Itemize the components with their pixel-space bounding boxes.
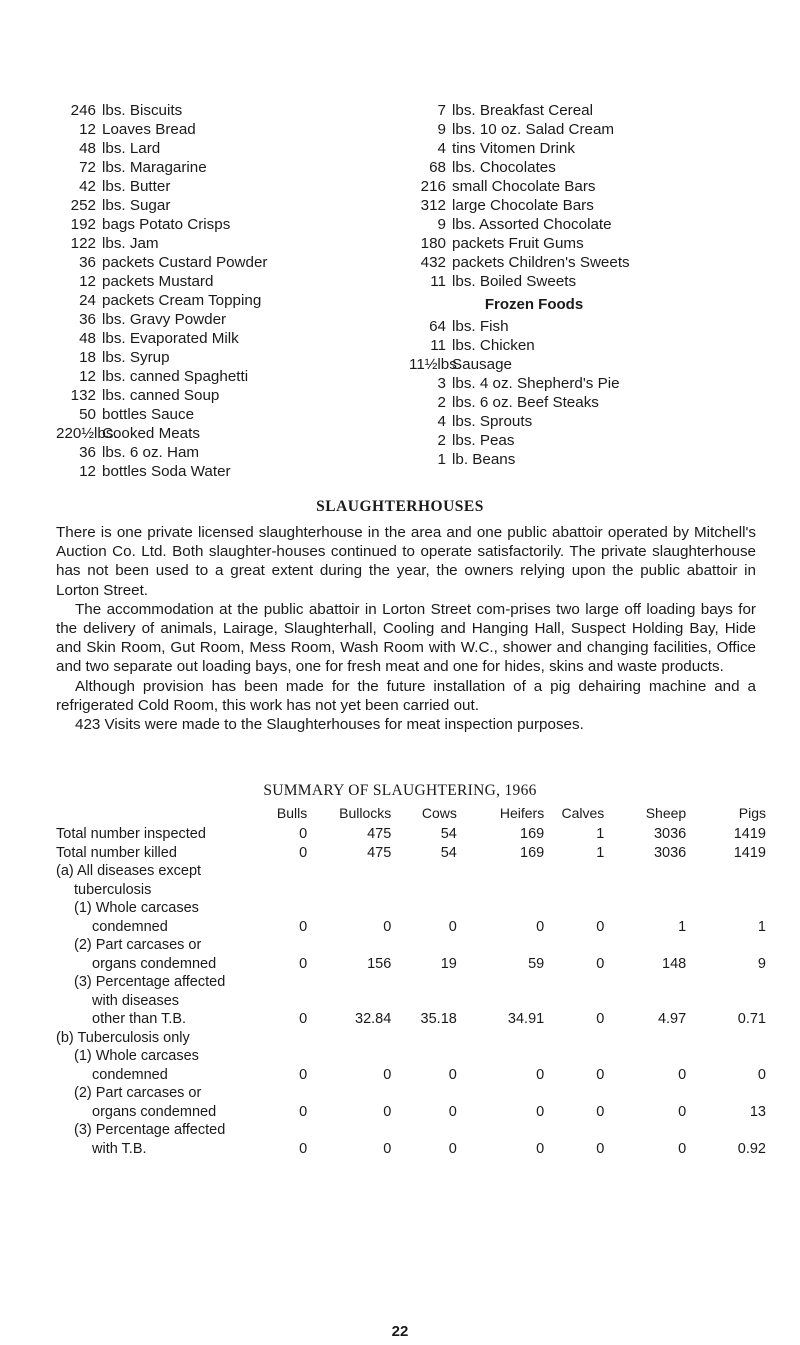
table-cell: 0 — [596, 1011, 605, 1027]
list-item — [409, 272, 769, 291]
row-label-line: (1) Whole carcases — [74, 900, 199, 916]
row-label-line: (b) Tuberculosis only — [56, 1029, 190, 1046]
table-cell: 0 — [299, 1011, 308, 1027]
table-row — [56, 1047, 766, 1084]
table-cell: 1 — [596, 844, 605, 861]
table-cell: 1 — [596, 826, 605, 842]
item-description: lbs. Sprouts — [452, 413, 533, 430]
table-cell: 0 — [536, 918, 545, 935]
item-description: lbs. Syrup — [102, 349, 170, 366]
table-row — [56, 973, 766, 1029]
table-cell: 0 — [448, 918, 457, 935]
item-description: small Chocolate Bars — [452, 178, 596, 195]
list-item — [56, 367, 396, 386]
table-row — [56, 1084, 766, 1121]
item-quantity: 180 — [420, 235, 446, 252]
list-item — [409, 431, 769, 450]
table-cell: 0 — [596, 918, 605, 935]
list-item — [409, 450, 769, 469]
table-cell: 0 — [383, 1066, 392, 1083]
table-cell — [391, 862, 457, 899]
item-description: lbs. 10 oz. Salad Cream — [452, 121, 615, 138]
list-item — [409, 374, 769, 393]
frozen-foods-list — [409, 317, 769, 469]
row-label-line: (a) All diseases except — [56, 863, 202, 879]
list-item — [409, 317, 769, 336]
item-description: packets Mustard — [102, 273, 214, 290]
header-cell-empty — [56, 804, 264, 825]
table-cell — [604, 1029, 686, 1048]
row-label-line: Total number inspected — [56, 826, 206, 842]
row-label-line: tuberculosis — [74, 881, 152, 898]
item-description: lbs. Lard — [102, 140, 161, 157]
table-cell — [544, 862, 604, 899]
item-quantity: 216 — [420, 178, 446, 195]
row-label — [56, 1029, 264, 1048]
table-cell: 156 — [367, 955, 392, 972]
paragraph: There is one private licensed slaughterhouse in the area and one public abattoir operated by Mitchell's Auction Co. Ltd. Both slaughter-houses continued to operate satisfactorily. The private slaughterhouse has not been used to a great extent during the year, the owners relying upon the public abattoir in Lorton Street. — [56, 524, 756, 599]
summary-title: SUMMARY OF SLAUGHTERING, 1966 — [263, 782, 537, 799]
item-quantity: 220½lbs. — [56, 425, 118, 442]
item-description: bottles Sauce — [102, 406, 195, 423]
list-item — [56, 196, 396, 215]
item-description: lbs. Fish — [452, 318, 509, 335]
item-quantity: 36 — [79, 254, 96, 271]
column-header: Pigs — [738, 805, 766, 821]
item-quantity: 36 — [79, 311, 96, 328]
table-cell — [457, 862, 544, 899]
item-description: lbs. canned Spaghetti — [102, 368, 249, 385]
item-description: lbs. Butter — [102, 178, 171, 195]
table-cell: 32.84 — [355, 1011, 392, 1027]
table-cell: 1419 — [733, 826, 766, 842]
slaughtering-summary-table — [56, 804, 766, 1158]
item-description: lbs. Maragarine — [102, 159, 207, 176]
table-cell: 475 — [367, 844, 392, 861]
list-item — [409, 355, 769, 374]
table-row — [56, 862, 766, 899]
item-quantity: 18 — [79, 349, 96, 366]
list-item — [409, 177, 769, 196]
list-item — [56, 272, 396, 291]
table-cell — [264, 862, 308, 899]
table-cell — [391, 1029, 457, 1048]
table-cell: 0 — [299, 1140, 308, 1157]
list-item — [56, 253, 396, 272]
table-cell — [686, 1029, 766, 1048]
item-description: lbs. Evaporated Milk — [102, 330, 239, 347]
table-cell: 0 — [383, 918, 392, 935]
item-description: lbs. 4 oz. Shepherd's Pie — [452, 375, 620, 392]
item-description: lbs. Assorted Chocolate — [452, 216, 612, 233]
table-cell: 0 — [678, 1140, 687, 1157]
item-quantity: 36 — [79, 444, 96, 461]
table-cell: 0 — [596, 1066, 605, 1083]
sweets-list — [409, 101, 769, 291]
row-label — [56, 862, 264, 899]
item-description: Loaves Bread — [102, 121, 196, 138]
item-quantity: 4 — [437, 413, 446, 430]
item-quantity: 192 — [70, 216, 96, 233]
provisions-right-column — [409, 101, 769, 469]
row-label-line: other than T.B. — [92, 1011, 187, 1027]
item-description: lbs. canned Soup — [102, 387, 220, 404]
row-label-line: Total number killed — [56, 844, 177, 861]
item-quantity: 2 — [437, 394, 446, 411]
item-quantity: 132 — [70, 387, 96, 404]
table-row — [56, 936, 766, 973]
list-item — [56, 120, 396, 139]
table-cell: 3036 — [653, 826, 687, 842]
table-cell: 0 — [596, 1140, 605, 1157]
table-cell: 0 — [299, 826, 308, 842]
table-cell: 0 — [448, 1103, 457, 1120]
table-cell: 0 — [299, 1103, 308, 1120]
table-cell: 13 — [749, 1103, 766, 1120]
item-quantity: 48 — [79, 330, 96, 347]
row-label-line: (3) Percentage affected — [74, 1122, 226, 1138]
item-description: lbs. Breakfast Cereal — [452, 102, 593, 119]
column-header: Bullocks — [339, 805, 392, 821]
item-description: lb. Beans — [452, 451, 516, 468]
item-quantity: 4 — [437, 140, 446, 157]
item-description: lbs. 6 oz. Beef Steaks — [452, 394, 599, 411]
slaughterhouses-text — [56, 523, 756, 734]
list-item — [56, 329, 396, 348]
row-label — [56, 899, 264, 936]
paragraph: The accommodation at the public abattoir in Lorton Street com-prises two large off loading bays for the delivery of animals, Lairage, Slaughterhall, Cooling and Hanging Hall, Suspect Holding Bay, Hide and Skin Room, Gut Room, Mess Room, Wash Room with W.C., shower and changing facilities, Office and two separate out loading bays, one for fresh meat and one for hides, skins and waste products. — [56, 600, 756, 676]
table-cell: 0 — [383, 1103, 392, 1120]
table-cell: 9 — [757, 955, 766, 972]
row-label — [56, 973, 264, 1029]
row-label-line: condemned — [92, 1066, 168, 1083]
paragraph: Although provision has been made for the future installation of a pig dehairing machine and a refrigerated Cold Room, this work has not yet been carried out. — [56, 677, 756, 714]
table-header-row — [56, 804, 766, 825]
table-cell: 1 — [678, 918, 687, 935]
item-quantity: 11 — [430, 337, 446, 354]
item-description: lbs. Sugar — [102, 197, 171, 214]
table-cell: 148 — [662, 955, 687, 972]
item-description: lbs. Boiled Sweets — [452, 273, 577, 290]
column-header: Bulls — [276, 805, 308, 821]
item-quantity: 9 — [437, 216, 446, 233]
table-cell: 475 — [367, 826, 392, 842]
list-item — [56, 424, 396, 443]
row-label-line: condemned — [92, 918, 168, 935]
table-row — [56, 1121, 766, 1158]
item-quantity: 9 — [437, 121, 446, 138]
paragraph: 423 Visits were made to the Slaughterhouses for meat inspection purposes. — [75, 716, 584, 734]
item-description: lbs. Biscuits — [102, 102, 183, 119]
item-description: packets Cream Topping — [102, 292, 262, 309]
item-quantity: 72 — [79, 159, 96, 176]
page-number: 22 — [391, 1323, 409, 1340]
item-quantity: 12 — [79, 121, 96, 138]
list-item — [56, 139, 396, 158]
list-item — [56, 291, 396, 310]
section-heading: SLAUGHTERHOUSES — [316, 498, 484, 515]
item-quantity: 2 — [437, 432, 446, 449]
list-item — [56, 234, 396, 253]
column-header: Cows — [421, 805, 457, 821]
table-row — [56, 844, 766, 863]
table-cell: 54 — [440, 844, 457, 861]
table-cell: 0 — [448, 1066, 457, 1083]
row-label — [56, 825, 264, 844]
column-header: Heifers — [499, 805, 545, 821]
item-quantity: 48 — [79, 140, 96, 157]
list-item — [409, 120, 769, 139]
table-cell: 0 — [678, 1066, 687, 1083]
item-quantity: 50 — [79, 406, 96, 423]
item-description: packets Custard Powder — [102, 254, 268, 271]
item-quantity: 312 — [420, 197, 446, 214]
table-row — [56, 1029, 766, 1048]
row-label-line: organs condemned — [92, 955, 217, 972]
item-description: packets Children's Sweets — [452, 254, 630, 271]
table-cell: 0 — [536, 1103, 545, 1120]
item-quantity: 42 — [79, 178, 96, 195]
row-label — [56, 844, 264, 863]
table-cell: 4.97 — [657, 1011, 687, 1027]
list-item — [56, 443, 396, 462]
item-description: Cooked Meats — [102, 425, 200, 442]
table-cell: 169 — [520, 826, 545, 842]
list-item — [56, 386, 396, 405]
table-cell — [457, 1029, 544, 1048]
item-quantity: 7 — [437, 102, 446, 119]
table-cell: 0 — [536, 1066, 545, 1083]
table-cell: 3036 — [653, 844, 687, 861]
table-cell: 0 — [383, 1140, 392, 1157]
table-cell: 54 — [440, 826, 457, 842]
table-cell — [604, 862, 686, 899]
item-description: lbs. Gravy Powder — [102, 311, 227, 328]
list-item — [56, 310, 396, 329]
table-row — [56, 899, 766, 936]
list-item — [409, 101, 769, 120]
item-quantity: 1 — [437, 451, 446, 468]
row-label — [56, 1121, 264, 1158]
item-quantity: 24 — [79, 292, 96, 309]
list-item — [56, 405, 396, 424]
table-cell: 0 — [448, 1140, 457, 1157]
list-item — [409, 234, 769, 253]
row-label-line: with diseases — [92, 992, 180, 1009]
row-label-line: (2) Part carcases or — [74, 1085, 202, 1101]
item-description: Sausage — [452, 356, 512, 373]
table-cell: 1 — [757, 918, 766, 935]
item-quantity: 68 — [429, 159, 446, 176]
frozen-foods-heading: Frozen Foods — [484, 296, 584, 313]
item-quantity: 3 — [437, 375, 446, 392]
list-item — [56, 158, 396, 177]
table-cell — [307, 862, 391, 899]
item-description: lbs. Peas — [452, 432, 515, 449]
table-cell: 0 — [596, 1103, 605, 1120]
row-label — [56, 1047, 264, 1084]
item-description: bags Potato Crisps — [102, 216, 231, 233]
list-item — [409, 158, 769, 177]
list-item — [409, 336, 769, 355]
table-cell: 0 — [299, 844, 308, 861]
table-cell: 34.91 — [507, 1011, 545, 1027]
item-description: bottles Soda Water — [102, 463, 231, 480]
table-cell: 19 — [440, 955, 457, 972]
list-item — [409, 393, 769, 412]
row-label — [56, 936, 264, 973]
item-quantity: 12 — [79, 273, 96, 290]
item-description: lbs. Jam — [102, 235, 159, 252]
table-cell: 0 — [757, 1066, 766, 1083]
item-quantity: 432 — [420, 254, 446, 271]
item-description: tins Vitomen Drink — [452, 140, 575, 157]
table-cell: 0 — [299, 1066, 308, 1083]
row-label-line: (2) Part carcases or — [74, 937, 202, 953]
list-item — [56, 462, 396, 481]
item-quantity: 246 — [70, 102, 96, 119]
list-item — [409, 139, 769, 158]
table-cell: 0.71 — [737, 1011, 766, 1027]
list-item — [56, 215, 396, 234]
table-cell: 1419 — [733, 844, 766, 861]
table-cell — [307, 1029, 391, 1048]
list-item — [56, 177, 396, 196]
row-label-line: (3) Percentage affected — [74, 974, 226, 990]
table-cell: 169 — [520, 844, 545, 861]
row-label — [56, 1084, 264, 1121]
table-cell: 0 — [536, 1140, 545, 1157]
table-row — [56, 825, 766, 844]
item-quantity: 122 — [70, 235, 96, 252]
list-item — [409, 412, 769, 431]
list-item — [56, 101, 396, 120]
table-cell: 0 — [299, 918, 308, 935]
list-item — [409, 196, 769, 215]
item-quantity: 64 — [429, 318, 446, 335]
column-header: Calves — [561, 805, 605, 821]
table-cell: 35.18 — [420, 1011, 457, 1027]
item-quantity: 252 — [70, 197, 96, 214]
list-item — [409, 215, 769, 234]
row-label-line: (1) Whole carcases — [74, 1048, 199, 1064]
table-cell — [544, 1029, 604, 1048]
table-cell — [686, 862, 766, 899]
item-description: lbs. Chocolates — [452, 159, 556, 176]
table-cell: 0 — [596, 955, 605, 972]
item-description: lbs. Chicken — [452, 337, 535, 354]
row-label-line: organs condemned — [92, 1103, 217, 1120]
item-quantity: 11 — [430, 273, 446, 290]
list-item — [56, 348, 396, 367]
item-quantity: 12 — [79, 463, 96, 480]
table-cell: 0 — [678, 1103, 687, 1120]
table-cell: 59 — [528, 955, 545, 972]
table-cell — [264, 1029, 308, 1048]
list-item — [409, 253, 769, 272]
item-quantity: 11½lbs. — [409, 356, 462, 373]
item-quantity: 12 — [79, 368, 96, 385]
item-description: large Chocolate Bars — [452, 197, 594, 214]
column-header: Sheep — [645, 805, 687, 821]
table-cell: 0 — [299, 955, 308, 972]
item-description: packets Fruit Gums — [452, 235, 584, 252]
item-description: lbs. 6 oz. Ham — [102, 444, 200, 461]
row-label-line: with T.B. — [92, 1140, 147, 1157]
provisions-left-column — [56, 101, 396, 481]
table-cell: 0.92 — [737, 1140, 766, 1157]
